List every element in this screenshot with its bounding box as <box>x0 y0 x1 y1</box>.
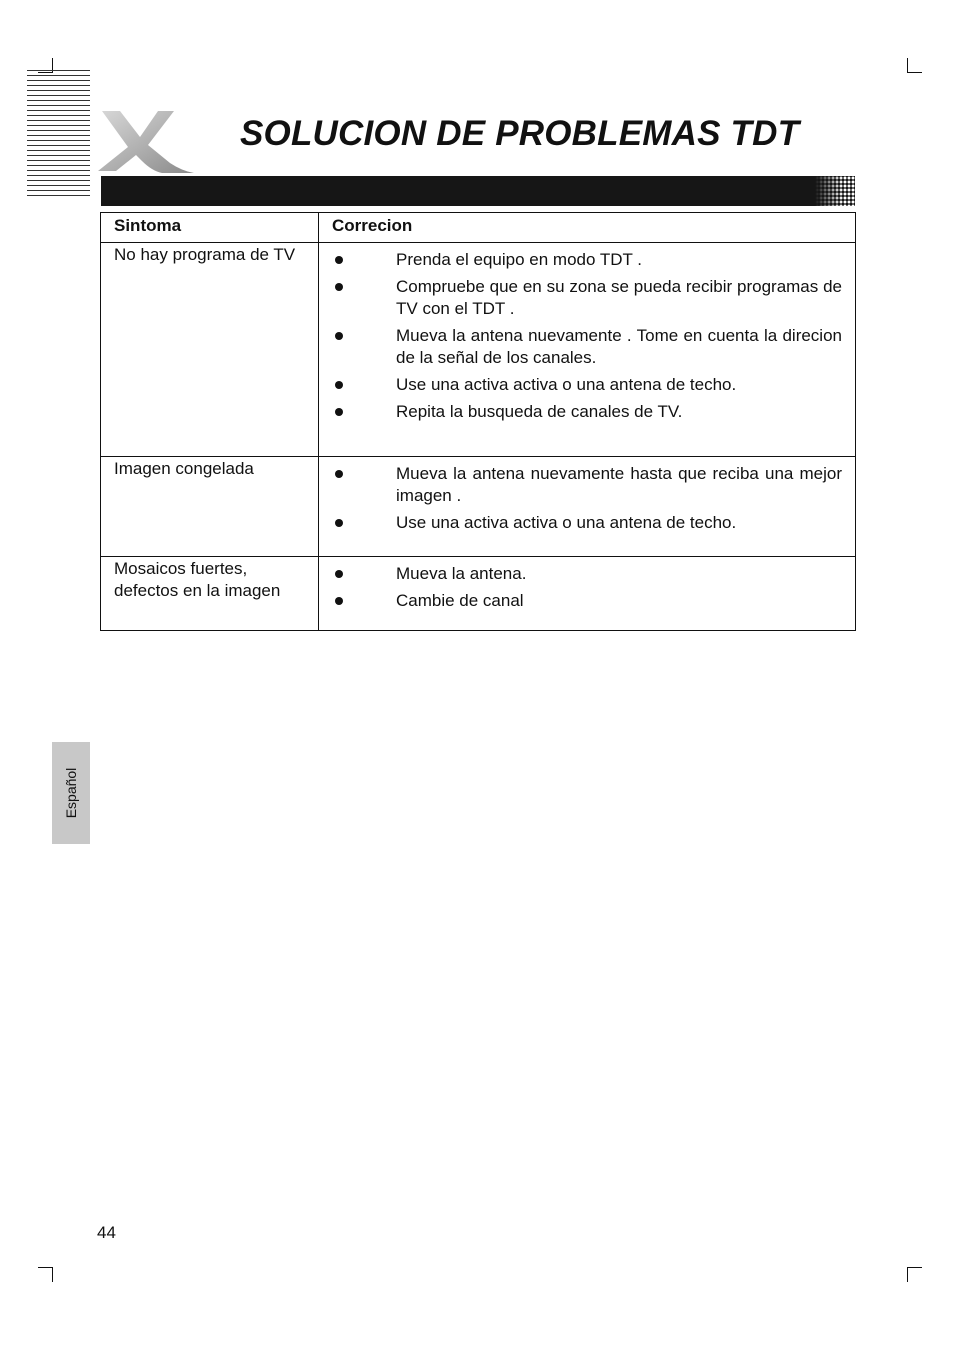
correction-text: Use una activa activa o una antena de techo. <box>396 375 737 394</box>
list-item <box>332 590 842 612</box>
header-correction: Correcion <box>319 213 856 243</box>
table-row <box>101 557 856 631</box>
list-item <box>332 463 842 507</box>
table-header-row <box>101 213 856 243</box>
x-logo-icon <box>96 105 196 177</box>
symptom-cell: Mosaicos fuertes, defectos en la imagen <box>101 557 319 631</box>
correction-text: Use una activa activa o una antena de techo. <box>396 513 737 532</box>
list-item <box>332 563 842 585</box>
correction-cell <box>319 557 856 631</box>
crop-mark-bottom-left <box>38 1267 53 1282</box>
list-item <box>332 249 842 271</box>
table-row <box>101 457 856 557</box>
list-item <box>332 276 842 320</box>
symptom-cell: Imagen congelada <box>101 457 319 557</box>
symptom-cell: No hay programa de TV <box>101 243 319 457</box>
page-title: SOLUCION DE PROBLEMAS TDT <box>240 114 800 153</box>
decorative-side-lines <box>27 70 90 200</box>
list-item <box>332 374 842 396</box>
header-symptom: Sintoma <box>101 213 319 243</box>
language-label: Español <box>63 767 79 819</box>
correction-list <box>332 463 842 534</box>
correction-text: Prenda el equipo en modo TDT . <box>396 250 643 269</box>
correction-cell <box>319 243 856 457</box>
list-item <box>332 401 842 423</box>
correction-cell <box>319 457 856 557</box>
correction-list <box>332 563 842 612</box>
table-row <box>101 243 856 457</box>
halftone-dots <box>815 176 855 206</box>
correction-text: Mueva la antena nuevamente . Tome en cuenta la direcion de la señal de los canales. <box>396 326 842 367</box>
crop-mark-bottom-right <box>907 1267 922 1282</box>
correction-text: Cambie de canal <box>396 591 524 610</box>
correction-text: Mueva la antena. <box>396 564 527 583</box>
correction-text: Mueva la antena nuevamente hasta que reciba una mejor imagen . <box>396 464 842 505</box>
troubleshooting-table <box>100 212 856 631</box>
correction-list <box>332 249 842 423</box>
title-bar <box>101 176 855 206</box>
list-item <box>332 325 842 369</box>
correction-text: Repita la busqueda de canales de TV. <box>396 402 683 421</box>
crop-mark-top-right <box>907 58 922 73</box>
language-tab <box>52 742 90 844</box>
page-number: 44 <box>97 1223 116 1242</box>
correction-text: Compruebe que en su zona se pueda recibir programas de TV con el TDT . <box>396 277 842 318</box>
list-item <box>332 512 842 534</box>
